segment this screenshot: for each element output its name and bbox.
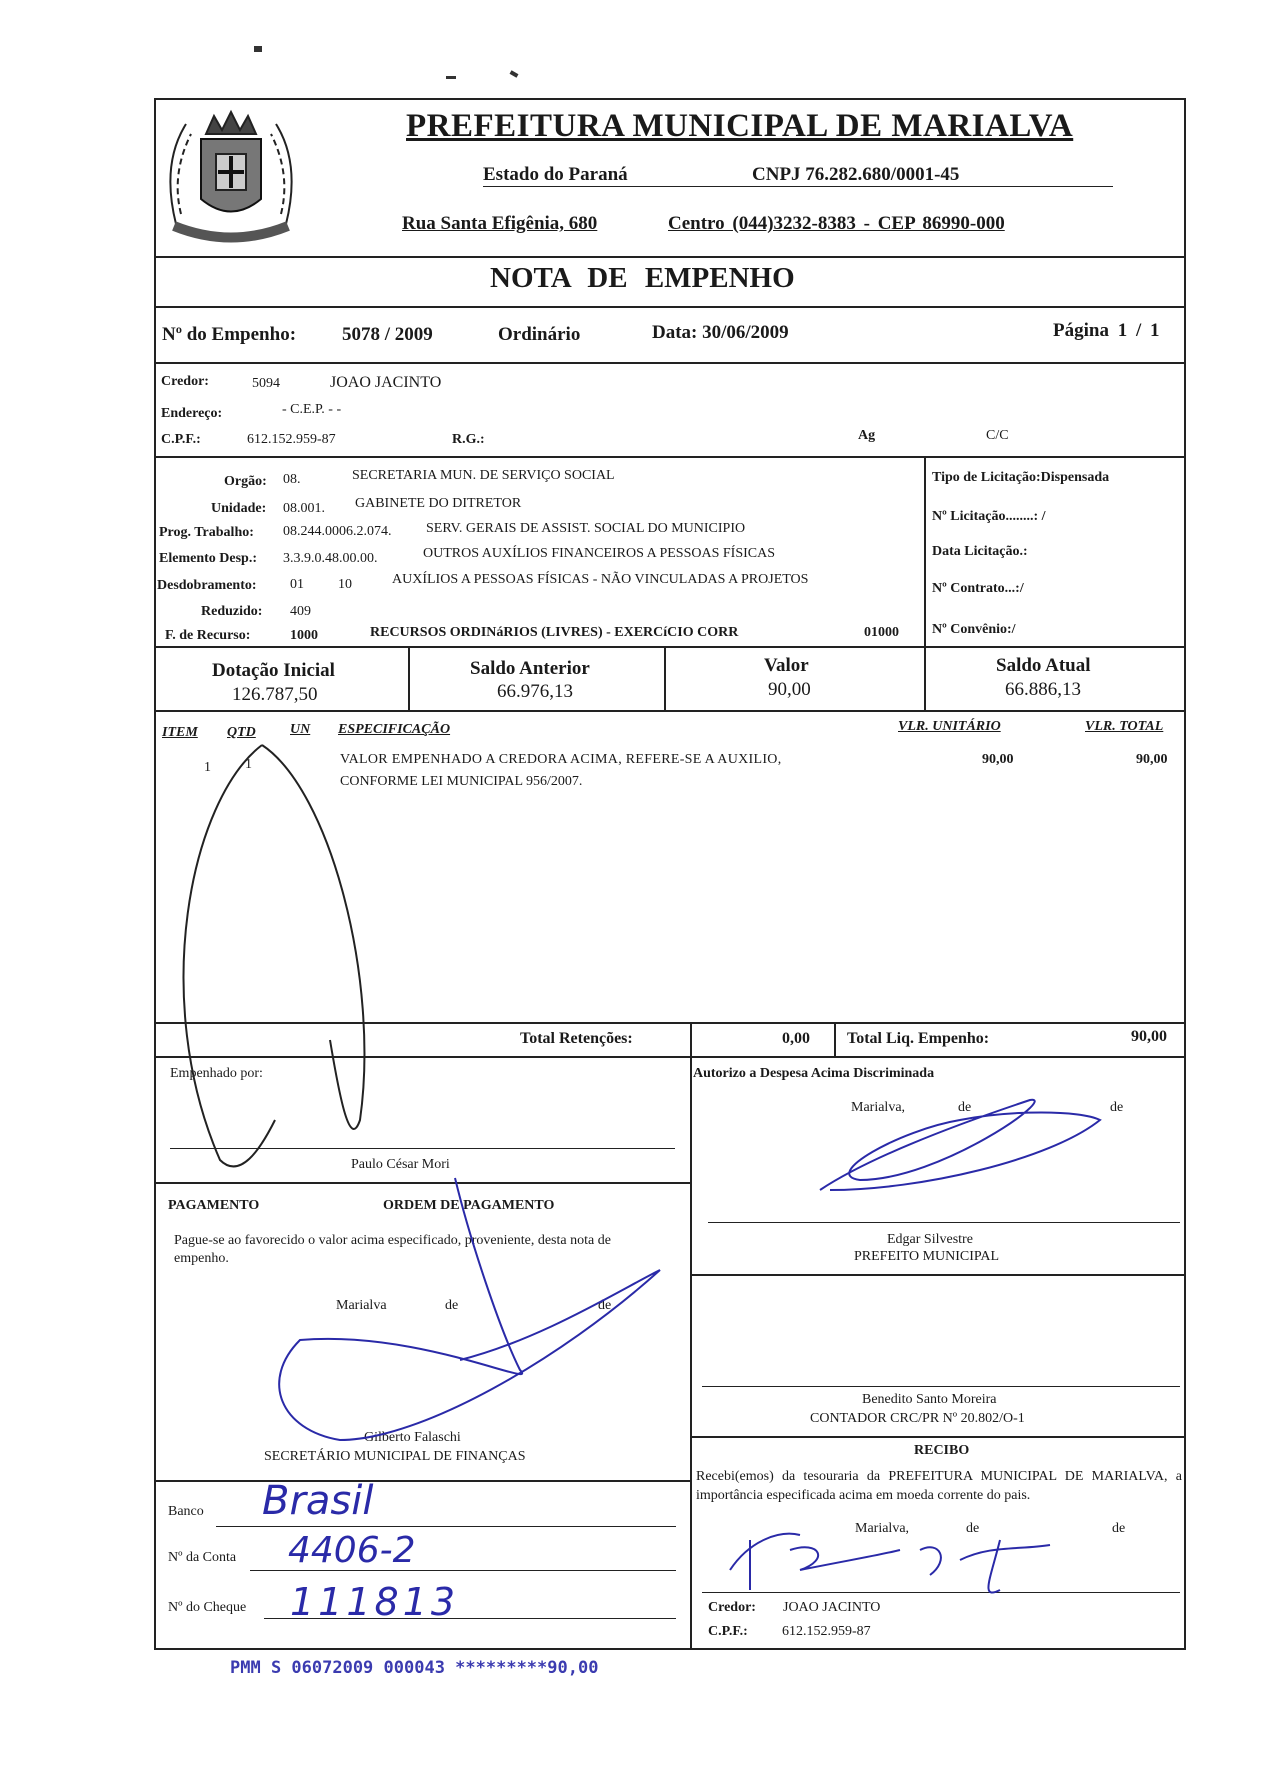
cc-label: C/C	[986, 428, 1009, 443]
valor-label: Valor	[764, 655, 809, 676]
empenhado-label: Empenhado por:	[170, 1066, 263, 1081]
recibo-cpf: 612.152.959-87	[782, 1624, 871, 1639]
signature-stroke	[279, 1178, 660, 1440]
address-rest: Centro (044)3232-8383 - CEP 86990-000	[668, 213, 1005, 234]
endereco-label: Endereço:	[161, 406, 223, 421]
elemento-name: OUTROS AUXÍLIOS FINANCEIROS A PESSOAS FÍSICAS	[423, 546, 776, 561]
conta-handwritten: 4406-2	[288, 1530, 416, 1571]
banco-handwritten: Brasil	[262, 1478, 374, 1524]
liq-value: 90,00	[1131, 1028, 1167, 1045]
recibo-city: Marialva,	[855, 1521, 910, 1536]
pagamento-city: Marialva	[336, 1298, 387, 1313]
atual-label: Saldo Atual	[996, 655, 1091, 676]
endereco-value: - C.E.P. - -	[282, 402, 342, 417]
elemento-code: 3.3.9.0.48.00.00.	[283, 551, 378, 566]
valor-value: 90,00	[768, 679, 811, 700]
recurso-code: 1000	[290, 628, 318, 643]
recibo-de1: de	[966, 1521, 980, 1536]
item-vlr-total: 90,00	[1136, 752, 1168, 767]
recurso-label: F. de Recurso:	[165, 628, 251, 643]
empenho-type: Ordinário	[498, 324, 581, 345]
col-vlr-unit: VLR. UNITÁRIO	[898, 719, 1001, 734]
payment-stamp: PMM S 06072009 000043 *********90,00	[230, 1658, 599, 1678]
orgao-code: 08.	[283, 472, 301, 487]
credor-name: JOAO JACINTO	[330, 374, 442, 391]
autorizo-de1: de	[958, 1100, 972, 1115]
autorizo-label: Autorizo a Despesa Acima Discriminada	[693, 1066, 935, 1081]
retencoes-value: 0,00	[782, 1030, 810, 1047]
licitacao-numero: Nº Licitação........: /	[932, 509, 1046, 524]
autorizo-city: Marialva,	[851, 1100, 906, 1115]
prog-label: Prog. Trabalho:	[159, 525, 254, 540]
desdob-code1: 01	[290, 577, 304, 592]
anterior-label: Saldo Anterior	[470, 658, 590, 679]
item-espec-line2: CONFORME LEI MUNICIPAL 956/2007.	[340, 774, 583, 789]
signature-stroke	[820, 1100, 1100, 1190]
recibo-label: RECIBO	[914, 1443, 970, 1458]
signature-stroke	[184, 745, 275, 1166]
cnpj-label: CNPJ 76.282.680/0001-45	[752, 164, 960, 185]
recibo-cpf-label: C.P.F.:	[708, 1624, 748, 1639]
empenho-date: Data: 30/06/2009	[652, 322, 789, 343]
pagamento-label: PAGAMENTO	[168, 1198, 260, 1213]
pagamento-text: Pague-se ao favorecido o valor acima especificado, proveniente, desta nota de empenho.	[174, 1233, 611, 1266]
conta-label: Nº da Conta	[168, 1550, 237, 1565]
signature-stroke	[262, 745, 364, 1129]
prefeito-role: PREFEITO MUNICIPAL	[854, 1249, 1000, 1264]
banco-label: Banco	[168, 1504, 204, 1519]
item-vlr-unit: 90,00	[982, 752, 1014, 767]
contador-role: CONTADOR CRC/PR Nº 20.802/O-1	[810, 1411, 1025, 1426]
ag-label: Ag	[858, 428, 876, 443]
rg-label: R.G.:	[452, 432, 485, 447]
page-number: Página 1 / 1	[1053, 320, 1160, 341]
item-qtd: 1	[245, 757, 252, 772]
empenhado-name: Paulo César Mori	[351, 1157, 450, 1172]
atual-value: 66.886,13	[1005, 679, 1081, 700]
dotacao-value: 126.787,50	[232, 684, 318, 705]
credor-code: 5094	[252, 376, 280, 391]
anterior-value: 66.976,13	[497, 681, 573, 702]
document-title: NOTA DE EMPENHO	[490, 262, 795, 294]
orgao-label: Orgão:	[224, 474, 267, 489]
col-qtd: QTD	[227, 725, 256, 740]
cheque-label: Nº do Cheque	[168, 1600, 247, 1615]
dotacao-label: Dotação Inicial	[212, 660, 335, 681]
unidade-name: GABINETE DO DITRETOR	[355, 496, 522, 511]
recurso-name: RECURSOS ORDINáRIOS (LIVRES) - EXERCíCIO CORR	[370, 625, 739, 640]
pagamento-de2: de	[598, 1298, 612, 1313]
reduzido-label: Reduzido:	[201, 604, 263, 619]
ordem-label: ORDEM DE PAGAMENTO	[383, 1198, 555, 1213]
reduzido-value: 409	[290, 604, 311, 619]
retencoes-label: Total Retenções:	[520, 1030, 633, 1047]
contador-name: Benedito Santo Moreira	[862, 1392, 997, 1407]
elemento-label: Elemento Desp.:	[159, 551, 257, 566]
item-espec-line1: VALOR EMPENHADO A CREDORA ACIMA, REFERE-SE A AUXILIO,	[340, 752, 782, 767]
licitacao-tipo: Tipo de Licitação:Dispensada	[932, 470, 1110, 485]
address-label: Rua Santa Efigênia, 680	[402, 213, 598, 234]
desdob-label: Desdobramento:	[157, 578, 257, 593]
recurso-code2: 01000	[864, 625, 899, 640]
prog-code: 08.244.0006.2.074.	[283, 524, 392, 539]
pagamento-de1: de	[445, 1298, 459, 1313]
recibo-credor-label: Credor:	[708, 1600, 756, 1615]
signature-stroke	[730, 1534, 1050, 1593]
credor-label: Credor:	[161, 374, 209, 389]
col-vlr-total: VLR. TOTAL	[1085, 719, 1164, 734]
municipality-title: PREFEITURA MUNICIPAL DE MARIALVA	[406, 108, 1074, 144]
col-item: ITEM	[162, 725, 198, 740]
recibo-credor: JOAO JACINTO	[783, 1600, 881, 1615]
col-un: UN	[290, 722, 311, 737]
cheque-handwritten: 111813	[290, 1580, 460, 1624]
licitacao-contrato: Nº Contrato...:/	[932, 581, 1024, 596]
item-number: 1	[204, 760, 211, 775]
licitacao-convenio: Nº Convênio:/	[932, 622, 1016, 637]
col-espec: ESPECIFICAÇÃO	[338, 722, 451, 737]
state-label: Estado do Paraná	[483, 164, 628, 185]
unidade-label: Unidade:	[211, 501, 267, 516]
unidade-code: 08.001.	[283, 501, 325, 516]
prefeito-name: Edgar Silvestre	[887, 1232, 973, 1247]
recibo-de2: de	[1112, 1521, 1126, 1536]
cpf-label: C.P.F.:	[161, 432, 201, 447]
empenho-label: Nº do Empenho:	[162, 324, 297, 345]
orgao-name: SECRETARIA MUN. DE SERVIÇO SOCIAL	[352, 468, 615, 483]
desdob-name: AUXÍLIOS A PESSOAS FÍSICAS - NÃO VINCULADAS A PROJETOS	[392, 572, 809, 587]
autorizo-de2: de	[1110, 1100, 1124, 1115]
secretario-role: SECRETÁRIO MUNICIPAL DE FINANÇAS	[264, 1449, 526, 1464]
secretario-name: Gilberto Falaschi	[364, 1430, 461, 1445]
liq-label: Total Liq. Empenho:	[847, 1030, 990, 1047]
recibo-text: Recebi(emos) da tesouraria da PREFEITURA MUNICIPAL DE MARIALVA, a importância especificada acima em moeda corrente do pais.	[696, 1469, 1182, 1503]
cpf-value: 612.152.959-87	[247, 432, 336, 447]
licitacao-data: Data Licitação.:	[932, 544, 1028, 559]
desdob-code2: 10	[338, 577, 352, 592]
prog-name: SERV. GERAIS DE ASSIST. SOCIAL DO MUNICIPIO	[426, 521, 746, 536]
empenho-number: 5078 / 2009	[342, 324, 433, 345]
